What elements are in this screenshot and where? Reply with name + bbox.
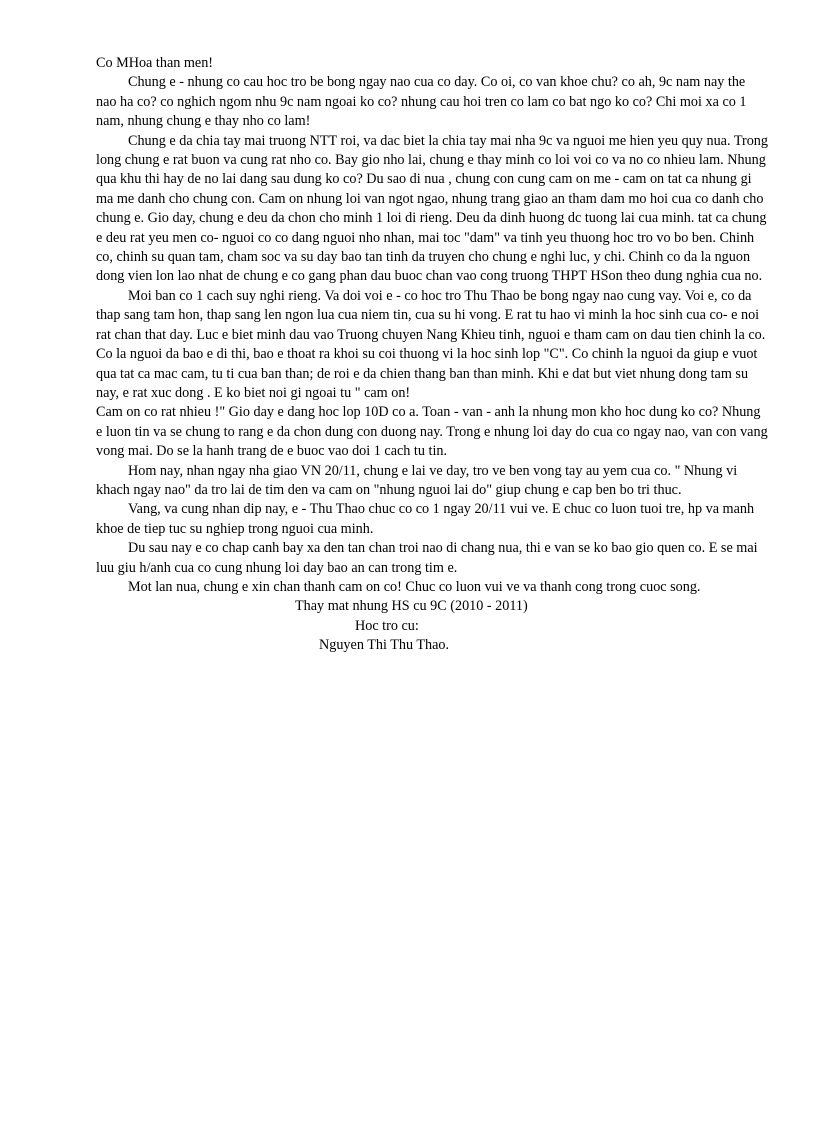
- letter-paragraph-7: Du sau nay e co chap canh bay xa den tan chan troi nao di chang nua, thi e van se ko bao gio quen co. E se mai luu giu h/anh cua co cung nhung loi day bao an can trong tim e.: [96, 540, 758, 576]
- letter-page: [96, 54, 768, 656]
- letter-greeting: Co MHoa than men!: [96, 55, 214, 71]
- letter-paragraph-2: Chung e da chia tay mai truong NTT roi, va dac biet la chia tay mai nha 9c va nguoi me hien yeu quy nua. Trong long chung e rat buon va cung rat nho co. Bay gio nho lai, chung e thay minh co loi voi co va no co nhieu lam. Nhung qua khu thi hay de no lai dang sau dung ko co? Du sao di nua , chung con cung cam on me - cam on tat ca nhung gi ma me danh cho chung con. Cam on nhung loi van ngot ngao, nhung trang giao an tham dam mo hoi cua co danh cho chung e. Gio day, chung e deu da chon cho minh 1 loi di rieng. Deu da dinh huong dc tuong lai cua minh. tat ca chung e deu rat yeu men co- nguoi co co dang nguoi nho nhan, mai toc "dam" va tinh yeu thuong hoc tro vo bo ben. Chinh co, chinh su quan tam, cham soc va su day bao tan tinh da truyen cho chung e nghi luc, y chi. Chinh co da la nguon dong vien lon lao nhat de chung e co gang phan dau buoc chan vao cong truong THPT HSon theo dung nghia cua no.: [96, 132, 768, 285]
- letter-paragraph-8: Mot lan nua, chung e xin chan thanh cam on co! Chuc co luon vui ve va thanh cong trong cuoc song.: [128, 578, 701, 595]
- letter-signature: [96, 597, 768, 655]
- letter-paragraph-3: Moi ban co 1 cach suy nghi rieng. Va doi voi e - co hoc tro Thu Thao be bong ngay nao cung vay. Voi e, co da thap sang tam hon, thap sang len ngon lua cua niem tin, cua su hi vong. E rat tu hao vi minh la hoc sinh cua co- e noi rat chan that day. Luc e biet minh dau vao Truong chuyen Nang Khieu tinh, nguoi e tham cam on dau tien chinh la co. Co la nguoi da bao e di thi, bao e thoat ra khoi su coi thuong vi la hoc sinh lop "C". Co chinh la nguoi da giup e vuot qua tat ca mac cam, tu ti cua ban than; de roi e da chien thang ban than minh. Khi e dat but viet nhung dong tam su nay, e rat xuc dong . E ko biet noi gi ngoai tu " cam on!: [96, 287, 766, 401]
- signature-name: Nguyen Thi Thu Thao.: [319, 637, 450, 654]
- letter-paragraph-4: Cam on co rat nhieu !" Gio day e dang hoc lop 10D co a. Toan - van - anh la nhung mon kho hoc dung ko co? Nhung e luon tin va se chung to rang e da chon dung con duong nay. Trong e nhung loi day do cua co ngay nao, van con vang vong mai. Do se la hanh trang de e buoc vao doi 1 cach tu tin.: [96, 404, 768, 460]
- letter-paragraph-1: Chung e - nhung co cau hoc tro be bong ngay nao cua co day. Co oi, co van khoe chu? co ah, 9c nam nay the nao ha co? co nghich ngom nhu 9c nam ngoai ko co? nhung cau hoi tren co lam co bat ngo ko co? Chi moi xa co 1 nam, nhung chung e thay nho co lam!: [96, 74, 747, 130]
- signature-on-behalf: Thay mat nhung HS cu 9C (2010 - 2011): [295, 598, 528, 615]
- letter-paragraph-5: Hom nay, nhan ngay nha giao VN 20/11, chung e lai ve day, tro ve ben vong tay au yem cua co. " Nhung vi khach ngay nao" da tro lai de tim den va cam on "nhung nguoi lai do" giup chung e cap ben bo tri thuc.: [96, 462, 738, 498]
- letter-paragraph-6: Vang, va cung nhan dip nay, e - Thu Thao chuc co co 1 ngay 20/11 vui ve. E chuc co luon tuoi tre, hp va manh khoe de tiep tuc su nghiep trong nguoi cua minh.: [96, 501, 755, 537]
- signature-role: Hoc tro cu:: [355, 617, 419, 634]
